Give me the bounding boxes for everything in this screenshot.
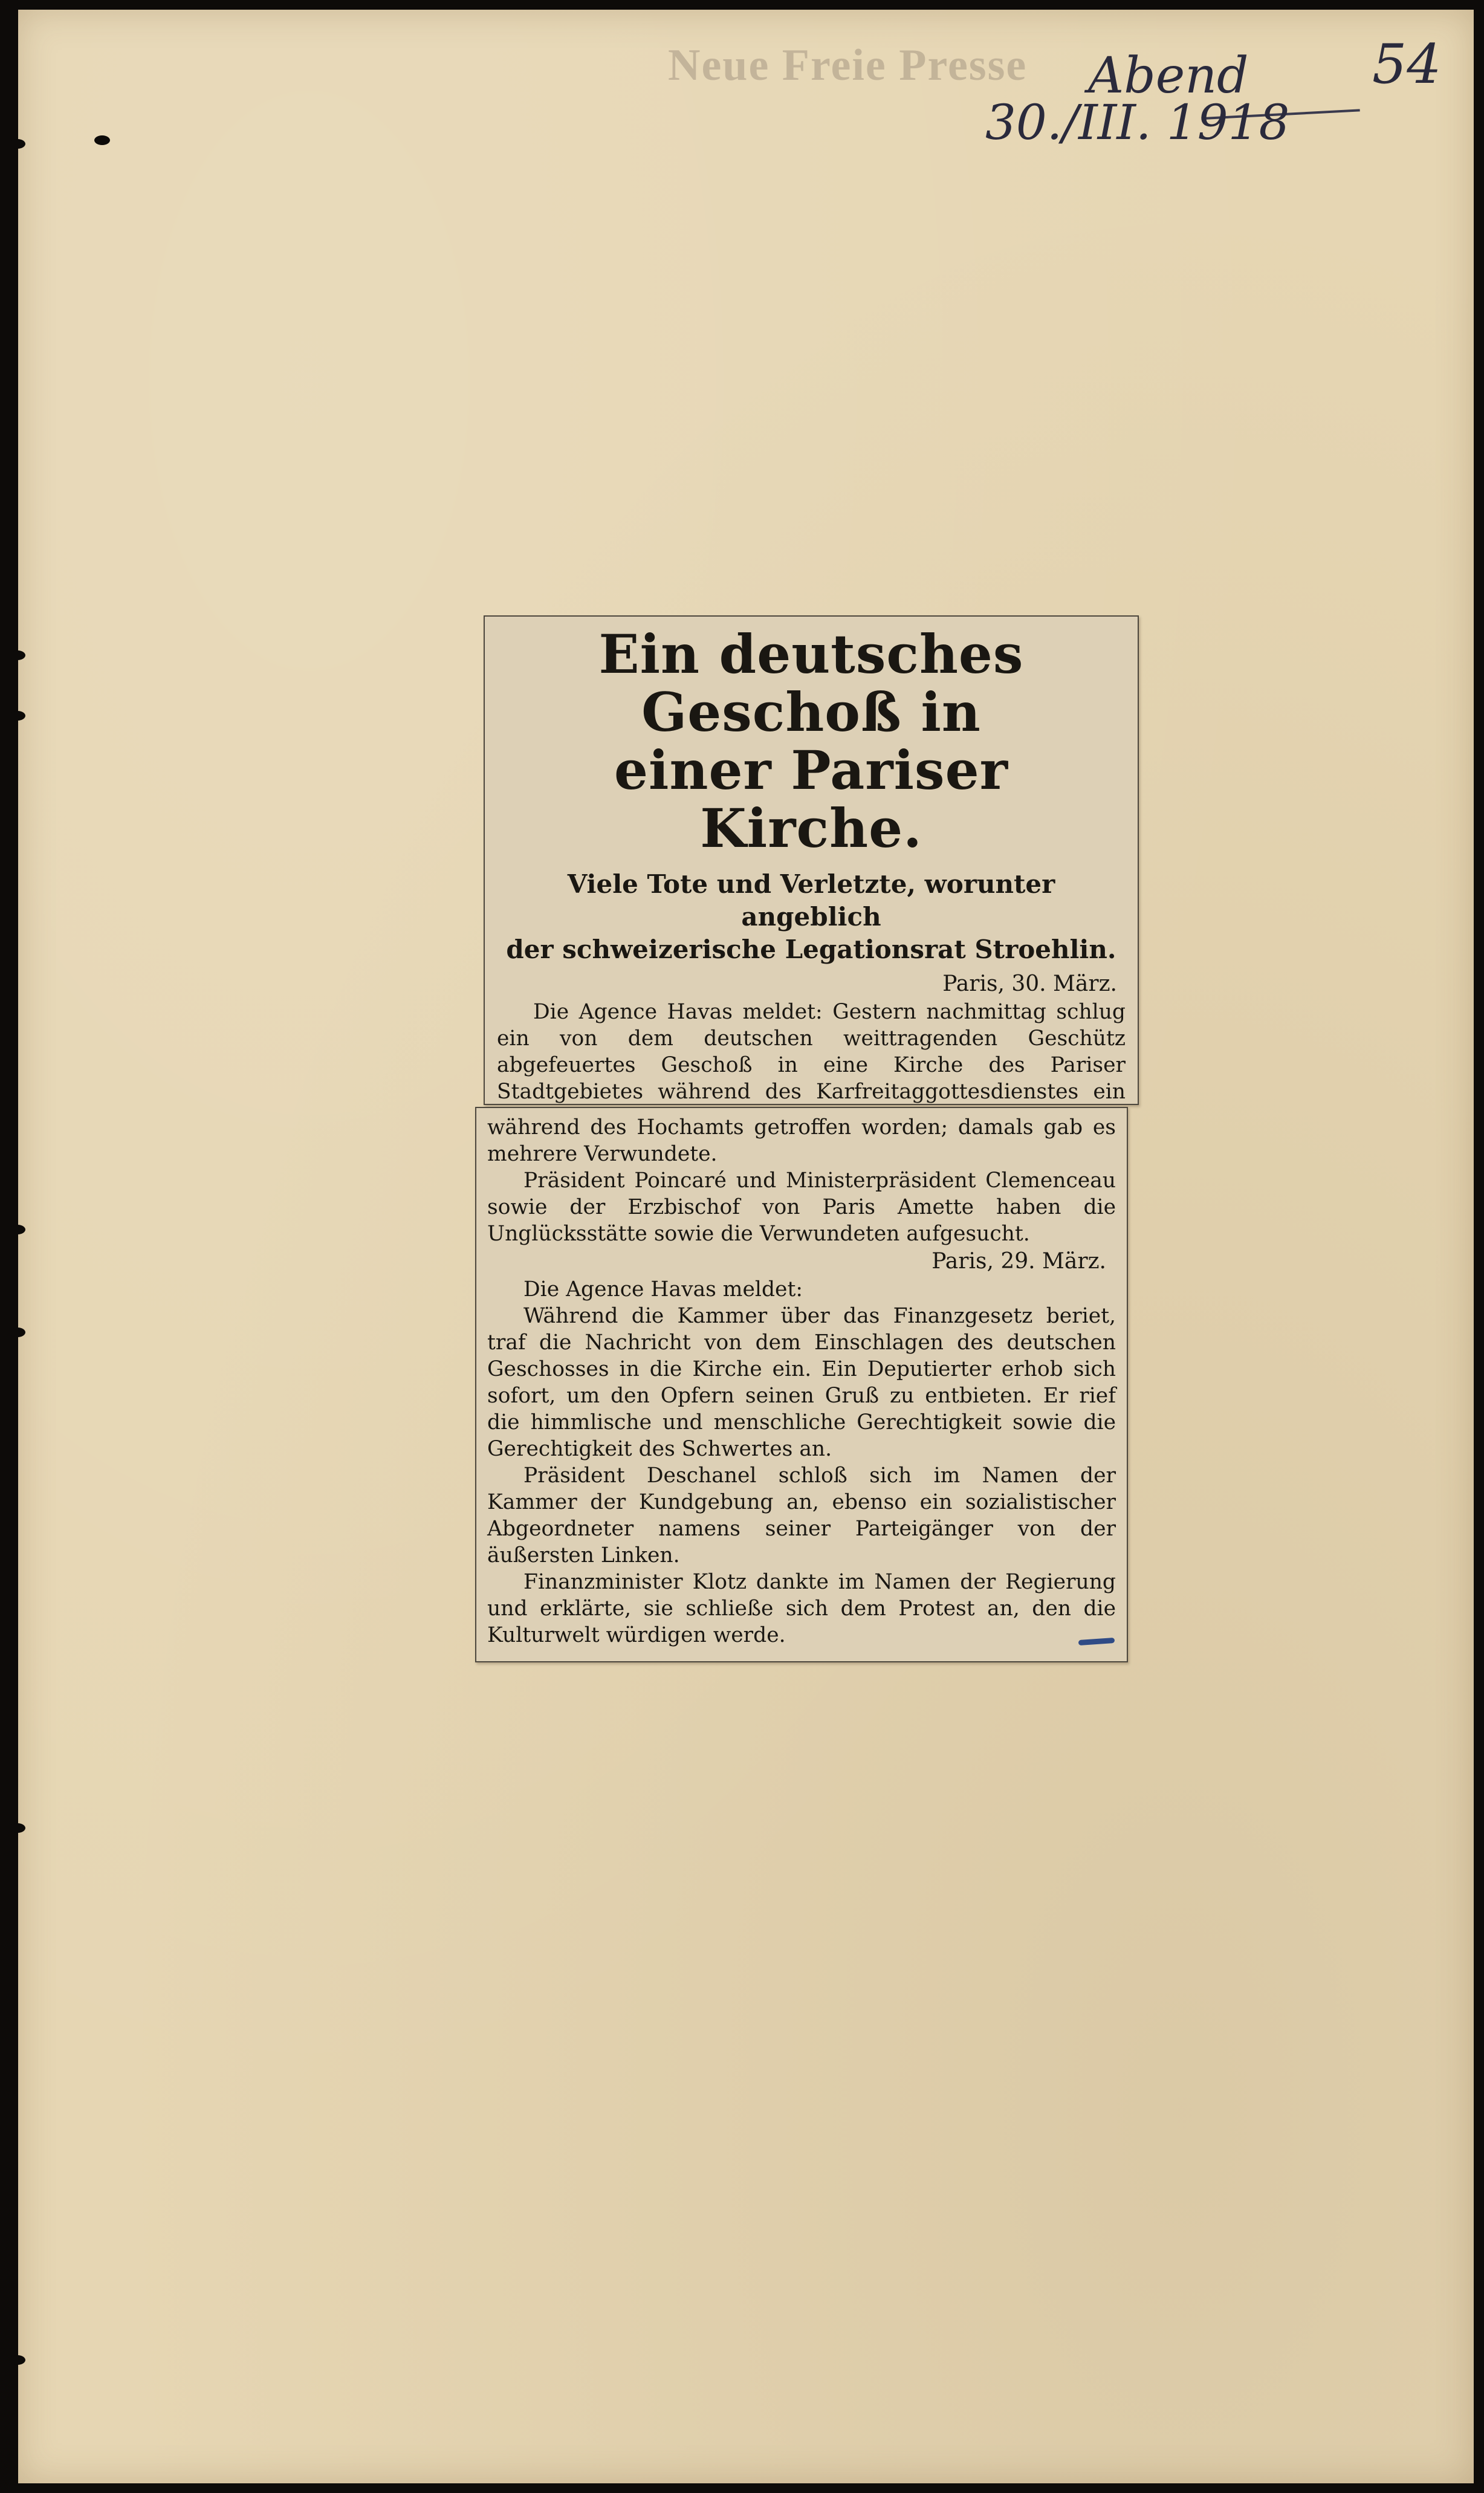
punch-hole	[94, 135, 110, 145]
dateline: Paris, 29. März.	[932, 1249, 1106, 1274]
punch-hole	[10, 711, 25, 721]
punch-hole	[10, 139, 25, 149]
punch-hole	[10, 1328, 25, 1337]
handwritten-note: Abend	[1088, 47, 1249, 105]
article-paragraph: Präsident Poincaré und Ministerpräsident Clemenceau sowie der Erzbischof von Paris Amette haben die Unglücksstätte sowie die Verwundeten aufgesucht.	[487, 1169, 1116, 1246]
headline-line: einer Pariser Kirche.	[614, 739, 1008, 860]
handwritten-date: 30./III. 1918	[985, 94, 1290, 151]
punch-hole	[10, 2355, 25, 2365]
subheadline-line: Viele Tote und Verletzte, worunter angeblich	[567, 869, 1055, 932]
subheadline-line: der schweizerische Legationsrat Stroehlin.	[506, 935, 1116, 964]
newspaper-clipping-bottom	[475, 1107, 1128, 1662]
article-paragraph: während des Hochamts getroffen worden; damals gab es mehrere Verwundete.	[487, 1115, 1116, 1166]
headline-line: Ein deutsches Geschoß in	[598, 623, 1024, 744]
article-paragraph: Während die Kammer über das Finanzgesetz beriet, traf die Nachricht von dem Einschlagen des deutschen Geschosses in die Kirche ein. Ein Deputierter erhob sich sofort, um den Opfern seinen Gruß zu entbieten. Er rief die himmlische und menschliche Gerechtigkeit sowie die Gerechtigkeit des Schwertes an.	[487, 1304, 1116, 1461]
article-paragraph: Präsident Deschanel schloß sich im Namen der Kammer der Kundgebung an, ebenso ein sozialistischer Abgeordneter namens seiner Parteigänger von der äußersten Linken.	[487, 1464, 1116, 1567]
subheadline	[499, 868, 1123, 966]
article-paragraph: Finanzminister Klotz dankte im Namen der Regierung und erklärte, sie schließe sich dem Protest an, den die Kulturwelt würdigen werde.	[487, 1570, 1116, 1647]
newspaper-clipping-top	[484, 615, 1139, 1105]
article-paragraph: Die Agence Havas meldet: Gestern nachmittag schlug ein von dem deutschen weittragenden Geschütz abgefeuertes Geschoß in eine Kirche des Pariser Stadtgebietes während des Karfreitaggottesdienstes ein	[497, 1000, 1126, 1104]
punch-hole	[10, 1225, 25, 1234]
newspaper-stamp: Neue Freie Presse	[668, 41, 1028, 90]
archive-sheet	[18, 10, 1474, 2483]
handwritten-signature: 54	[1372, 33, 1442, 96]
punch-hole	[10, 1823, 25, 1833]
punch-hole	[10, 650, 25, 660]
headline	[497, 623, 1126, 860]
dateline: Paris, 30. März.	[942, 971, 1117, 996]
article-paragraph: Die Agence Havas meldet:	[523, 1277, 803, 1302]
